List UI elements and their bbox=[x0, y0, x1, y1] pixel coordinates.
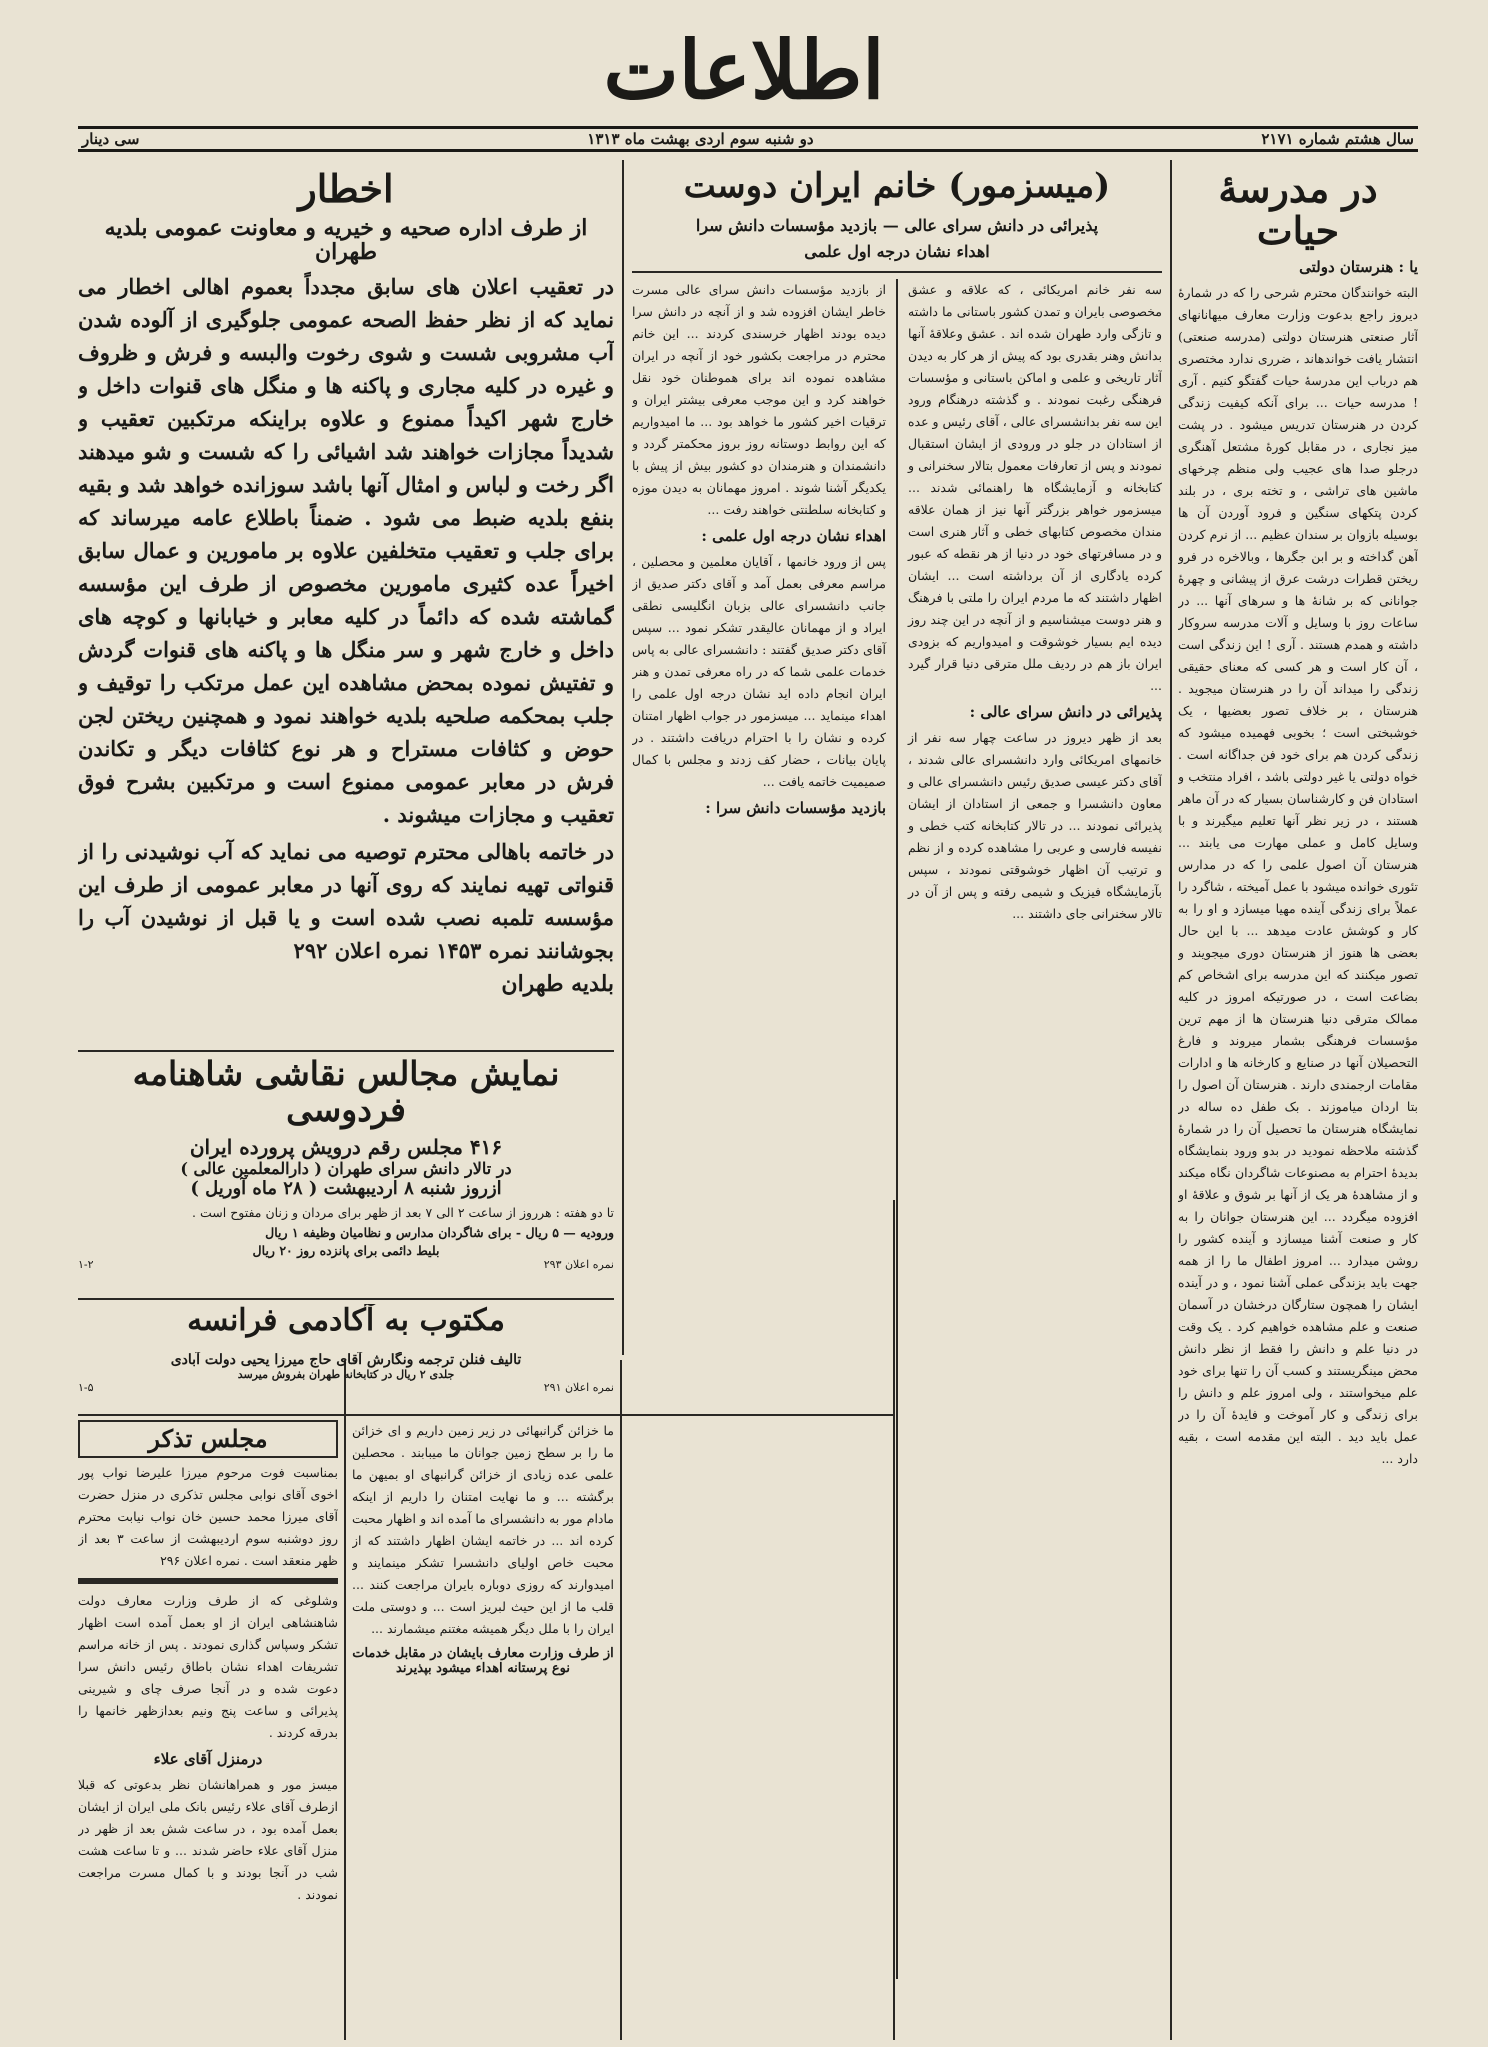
notice-title: اخطار bbox=[298, 168, 394, 211]
article-lead: اهداء نشان درجه اول علمی bbox=[804, 242, 990, 262]
article-madrese-hayat bbox=[1178, 168, 1418, 2038]
ad-line: ازروز شنبه ۸ اردیبهشت ( ۲۸ ماه آوریل ) bbox=[190, 1177, 502, 1199]
divider bbox=[78, 1578, 338, 1584]
column-divider bbox=[620, 1360, 622, 2040]
ad-line: جلدی ۲ ریال در کتابخانه طهران بفروش میرسد bbox=[237, 1368, 455, 1381]
issue-price: سی دینار bbox=[82, 130, 140, 148]
ad-index: ۱-۲ bbox=[78, 1257, 94, 1271]
article-subtitle: یا : هنرستان دولتی bbox=[1299, 257, 1418, 276]
article-body: وشلوغی که از طرف وزارت معارف دولت شاهنشاهی ایران از او بعمل آمده است اظهار تشکر وسپاس گذاری نمودند . پس از خانه مراسم تشریفات اهداء نشان باطاق رئیس دانش سرا دعوت شده و در آنجا صرف چای و شیرینی پذیرائی و ساعت پنج ونیم بعدازظهر خانمها را بدرقه کردند . bbox=[78, 1593, 338, 1741]
article-body: البته خوانندگان محترم شرحی را که در شمارهٔ دیروز راجع بدعوت وزارت معارف میهانانهای آثار صنعتی هنرستان دولتی (مدرسه صنعتی) انتشار یافت خواندهاند ، ضرری ندارد مختصری هم درباب این مدرسهٔ حیات گفتگو کنیم . آری ! مدرسه حیات ... برای آنکه کیفیت زندگی کردن در هنرستان تدریس میشود . در پشت میز نجاری ، در مقابل کورهٔ مشتعل آهنگری درجلو صدا های عجیب ولی منظم چرخهای ماشین های تراشی ، و تخته بری ، در بلند کردن پتکهای سنگین و فرود آوردن آن ها بوسیله بازوان بر سندان عظیم ... از نرم کردن آهن گداخته و بر ابن جگرها ، وبالاخره در فرو ریختن قطرات درشت عرق از پیشانی و چهرهٔ جوانانی که بر شانهٔ ها و سرهای آنها ... در ساعات روز با وسایل و آلات مدرسه سروکار داشته و همدم هستند . آری ! این زندگی است ، آن کار است و هر کسی که معنای حقیقی زندگی را میداند آن را در هنرستان میجوید . هنرستان ، بر خلاف تصور بعضیها ، یک خوشبختی است ؛ بخوبی فهمیده میشود که زندگی کردن هم برای خود فن جداگانه است . خواه دولتی یا غیر دولتی باشد ، افراد منتخب و استادان فن و کارشناسان بسیار که در آن ماهر هستند ، در زیر نظر آنها تعلیم میگیرند و با وسایل کامل و عملی مهارت می یابند ... هنرستان آن اصول علمی را که در مدارس تئوری خوانده میشود با عمل آمیخته ، شاگرد را عملاً برای زندگی آینده مهیا میسازد و او را به کار و کوشش عادت میدهد ... با این حال بعضی ها هنوز از هنرستان دوری میجویند و تصور میکنند که این مدرسه برای اشخاص کم بضاعت است ، در صورتیکه امروز در کلیه ممالک مترقی دنیا هنرستان ها از مهم ترین مؤسسات فرهنگی بشمار میروند و فارغ التحصیلان آنها در صنایع و کارخانه ها و ادارات مقامات ارجمندی دارند . هنرستان آن اصول را بتا اردان میاموزند . بک طفل ده ساله در نمایشگاه هنرستان ما تحصیل آن را در شمارهٔ گذشته ملاحظه نمودید در بدو ورود بنمایشگاه بدیدهٔ احترام به مصنوعات شاگردان نگاه میکند و از مشاهدهٔ هر یک از آنها بر شوق و علاقهٔ او افزوده میگردد ... این هنرستان جوانان را به کار و صنعت آشنا میسازد و آینده کشور را روشن میدارد ... امروز اطفال ما را از همه جهت باید بزندگی عملی آشنا نمود ، و در آینده ایشان را همچون ستارگان درخشان در آسمان صنعت و علم مشاهده خواهیم کرد . یک وقت در دنیا علم و دانش را فقط از نظر دانش محض مینگریستند و کسب آن را تنها برای خود علم میخواستند ، ولی امروز علم و دانش را برای زندگی و کار آموخت و فایدهٔ آن را در عمل باید دید . البته این مقدمه است ، بقیه دارد ... bbox=[1178, 284, 1418, 1466]
ad-line: تالیف فنلن ترجمه ونگارش آقای حاج میرزا یحیی دولت آبادی bbox=[170, 1352, 522, 1368]
article-body: ما خزائن گرانبهائی در زیر زمین داریم و ای خزائن ما را بر سطح زمین جوانان ما میبابند . محصلین علمی عده زیادی از خزائن گرانبهای او بمیهن ما برگشته ... و ما نهایت امتنان را داریم از اینکه مادام مور به دانشسرای ما آمده اند و اظهار محبت کرده اند ... در خاتمه ایشان اظهار داشتند که از محبت خاص اولیای دانشسرا تشکر مینمایند و امیدوارند که روزی دوباره بایران مراجعت کنند ... قلب ما از این حیث لبریز است ... و دوستی ملت ایران را با ملل دیگر همیشه مغتنم میشمارند ... bbox=[352, 1423, 614, 1636]
notice-body: در خاتمه باهالی محترم توصیه می نماید که آب نوشیدنی را از قنواتی تهیه نمایند که روی آنها در معابر عمومی از طرف این مؤسسه تلمبه نصب شده است و یا قبل از نوشیدن آب را بجوشانند نمره ۱۴۵۳ نمره اعلان ۲۹۲ bbox=[78, 839, 614, 964]
info-bar bbox=[78, 126, 1418, 152]
article-lead: پذیرائی در دانش سرای عالی — بازدید مؤسسات دانش سرا bbox=[695, 216, 1099, 236]
article-subhead: درمنزل آقای علاء bbox=[153, 1750, 263, 1769]
divider bbox=[632, 271, 1162, 273]
article-mrs-moore bbox=[632, 168, 1162, 2038]
ad-title: مکتوب به آکادمی فرانسه bbox=[187, 1304, 505, 1338]
article-title: (میسزمور) خانم ایران دوست bbox=[683, 168, 1111, 206]
article-subhead: اهداء نشان درجه اول علمی : bbox=[701, 527, 886, 546]
article-title: در مدرسهٔ حیات bbox=[1218, 168, 1378, 253]
notice-memorial bbox=[78, 1420, 338, 2038]
ad-meta bbox=[78, 1258, 614, 1271]
divider bbox=[78, 1414, 893, 1416]
ad-index: ۱-۵ bbox=[78, 1381, 94, 1394]
article-columns bbox=[632, 279, 1162, 1979]
column-divider bbox=[896, 279, 898, 1979]
notice-subtitle: از طرف اداره صحیه و خیریه و معاونت عمومی بلدیه طهران bbox=[104, 214, 588, 265]
issue-number: سال هشتم شماره ۲۱۷۱ bbox=[1261, 130, 1414, 148]
ad-book-details bbox=[78, 1352, 614, 1412]
ad-shahnameh-exhibition bbox=[78, 1056, 614, 1296]
ad-fee: ورودیه — ۵ ریال - برای شاگردان مدارس و نظامیان وظیفه ۱ ریال bbox=[265, 1224, 614, 1240]
ad-ticket: بلیط دائمی برای پانزده روز ۲۰ ریال bbox=[252, 1242, 440, 1258]
notice-signature: بلدیه طهران bbox=[501, 971, 614, 998]
notice-title: مجلس تذکر bbox=[78, 1420, 338, 1458]
ad-number: نمره اعلان ۲۹۳ bbox=[543, 1257, 614, 1271]
ad-hours: تا دو هفته : هرروز از ساعت ۲ الی ۷ بعد از ظهر برای مردان و زنان مفتوح است . bbox=[192, 1204, 614, 1220]
ad-line: ۴۱۶ مجلس رقم درویش پرورده ایران bbox=[189, 1134, 503, 1159]
article-body: پس از ورود خانمها ، آقایان معلمین و محصلین ، مراسم معرفی بعمل آمد و آقای دکتر صدیق از جانب دانشسرای عالی بزبان انگلیسی نطقی ایراد و از مهمانان عالیقدر تشکر نمود ... سپس آقای دکتر صدیق گفتند : دانشسرای عالی به پاس خدمات علمی شما که در راه معرفی تمدن و هنر ایران انجام داده اید نشان درجه اول علمی را اهداء مینماید ... میسزمور در جواب اظهار امتنان کرده و نشان را با احترام دریافت داشتند . در پایان بیانات ، حضار کف زدند و مجلس با کمال صمیمیت خاتمه یافت ... bbox=[632, 554, 886, 790]
notice-body: بمناسبت فوت مرحوم میرزا علیرضا نواب پور اخوی آقای نوابی مجلس تذکری در منزل حضرت آقای میرزا محمد حسین خان نواب نیابت محترم روز دوشنبه سوم اردیبهشت از ساعت ۳ بعد از ظهر منعقد است . نمره اعلان ۲۹۶ bbox=[78, 1465, 338, 1569]
column-divider bbox=[344, 1360, 346, 2040]
ad-number: نمره اعلان ۲۹۱ bbox=[543, 1381, 614, 1394]
divider bbox=[78, 1298, 614, 1300]
masthead-title: اطلاعات bbox=[603, 23, 885, 117]
column-divider bbox=[1170, 160, 1172, 2040]
article-body: از بازدید مؤسسات دانش سرای عالی مسرت خاطر ایشان افزوده شد و از آنچه در دانش سرا دیده بودند اظهار خرسندی کردند ... این خانم محترم در مراجعت بکشور خود از آنچه در ایران مشاهده نموده اند برای هموطنان خود نقل خواهند کرد و این موجب معرفی بیشتر ایران و ترقیات اخیر کشور ما خواهد بود ... ما امیدواریم که این روابط دوستانه روز بروز محکمتر گردد و دانشمندان و هنرمندان دو کشور بیش از پیش با یکدیگر آشنا شوند . امروز مهمانان به دیدن موزه و کتابخانه سلطنتی خواهند رفت ... bbox=[632, 282, 886, 518]
article-body: میسز مور و همراهانشان نظر بدعوتی که قبلا ازطرف آقای علاء رئیس بانک ملی ایران از ایشان بعمل آمده بود ، در ساعت شش بعد از ظهر در منزل آقای علاء حاضر شدند ... و تا ساعت هشت شب در آنجا بودند و با کمال مسرت مراجعت نمودند . bbox=[78, 1777, 338, 1903]
ad-book bbox=[78, 1304, 614, 1356]
column-divider bbox=[622, 160, 624, 1355]
article-subhead: بازدید مؤسسات دانش سرا : bbox=[705, 799, 886, 818]
ad-meta bbox=[78, 1381, 614, 1394]
article-subhead: پذیرائی در دانش سرای عالی : bbox=[969, 703, 1162, 722]
ad-line: در تالار دانش سرای طهران ( دارالمعلمین عالی ) bbox=[180, 1158, 512, 1178]
notice-warning bbox=[78, 168, 614, 1048]
article-subhead: از طرف وزارت معارف بایشان در مقابل خدمات نوع پرستانه اهداء میشود بپذیرند bbox=[352, 1646, 614, 1676]
issue-date: دو شنبه سوم اردی بهشت ماه ۱۳۱۳ bbox=[587, 130, 814, 148]
ad-title: نمایش مجالس نقاشی شاهنامه فردوسی bbox=[132, 1056, 560, 1130]
article-subcolumn bbox=[908, 279, 1162, 1979]
divider bbox=[78, 1050, 614, 1052]
notice-signature-row bbox=[78, 971, 614, 997]
article-continuation bbox=[352, 1420, 614, 2038]
article-subcolumn bbox=[632, 279, 886, 1979]
article-body: سه نفر خانم امریکائی ، که علاقه و عشق مخصوصی بایران و تمدن کشور باستانی ما داشته و تازگی وارد طهران شده اند . عشق وعلاقهٔ آنها بدانش وهنر بقدری بود که پیش از هر کار به دیدن آثار تاریخی و علمی و اماکن باستانی و مؤسسات فرهنگی رغبت نمودند . و گذشته درهنگام ورود این سه نفر بدانشسرای عالی ، آقای رئیس و عده از استادان در جلو در ورودی از ایشان استقبال نمودند و پس از تعارفات معمول بتالار سخنرانی و کتابخانه و آزمایشگاه ها راهنمائی شدند ... میسزمور خواهر بزرگتر آنها نیز از همان علاقه مندان مخصوص کتابهای خطی و آثار هنری است و در مسافرتهای خود در دنیا از هر نقطه که عبور کرده یادگاری از آن برداشته است ... ایشان اظهار داشتند که ما مردم ایران را ملتی با فرهنگ و هنر دوست میشناسیم و از آنچه در این چند روز دیده ایم بسیار خوشوقت و امیدواریم که بزودی ایران باز هم در ردیف ملل مترقی دنیا قرار گیرد ... bbox=[908, 282, 1162, 694]
article-body: بعد از ظهر دیروز در ساعت چهار سه نفر از خانمهای امریکائی وارد دانشسرای عالی شدند ، آقای دکتر عیسی صدیق رئیس دانشسرای عالی و معاون دانشسرا و جمعی از استادان از ایشان پذیرائی نمودند ... در تالار کتابخانه کتب خطی و نفیسه فارسی و عربی را مشاهده کرده و از نظم و ترتیب آن اظهار خوشوقتی نمودند ، سپس بآزمایشگاه فیزیک و شیمی رفته و پس از آن در تالار سخنرانی جای داشتند ... bbox=[908, 730, 1162, 922]
notice-body: در تعقیب اعلان های سابق مجدداً بعموم اهالی اخطار می نماید که از نظر حفظ الصحه عمومی جلوگیری از آلوده شدن آب مشروبی شست و شوی رخوت والبسه و فرش و ظروف و غیره در کلیه مجاری و پاکنه ها و منگل های قنوات داخل و خارج شهر اکیداً ممنوع و علاوه براینکه مرتکبین تعقیب و شدیداً مجازات خواهند شد اشیائی را که شست و شو میدهند اگر رخت و لباس و امثال آنها باشد سوزانده خواهد شد و بقیه بنفع بلدیه ضبط می شود . ضمناً باطلاع عامه میرساند که برای جلب و تعقیب متخلفین علاوه بر مامورین و عمال سابق اخیراً عده کثیری مامورین مخصوص از طرف این مؤسسه گماشته شده که دائماً در کلیه معابر و خیابانها و کوچه های داخل و خارج شهر و سر منگل ها و پاکنه های قنوات گردش و تفتیش نموده بمحض مشاهده این عمل مرتکب را توقیف و جلب بمحکمه صلحیه بلدیه خواهند نمود و همچنین ریختن لجن حوض و کثافات مستراح و هر نوع کثافات دیگر و تکاندن فرش در معابر عمومی ممنوع است و مرتکبین بشرح فوق تعقیب و مجازات میشوند . bbox=[78, 274, 614, 828]
